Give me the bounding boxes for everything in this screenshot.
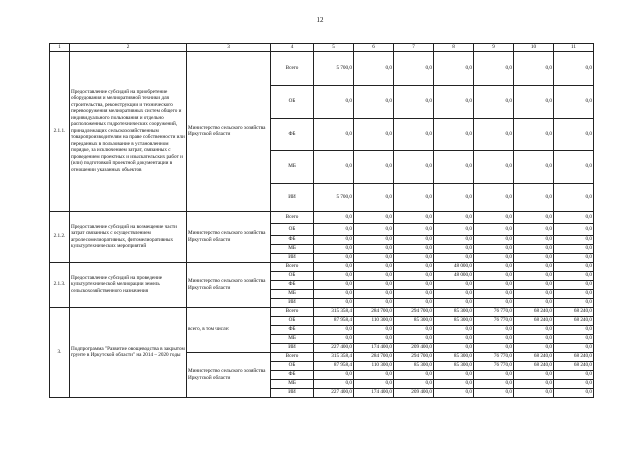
value-cell: 0,0 — [474, 334, 514, 343]
value-cell: 209 400,0 — [394, 343, 434, 352]
value-cell: 0,0 — [514, 289, 554, 298]
value-cell: 0,0 — [474, 388, 514, 397]
value-cell: 0,0 — [434, 343, 474, 352]
header-cell: 9 — [474, 44, 514, 52]
value-cell: 0,0 — [314, 223, 354, 235]
value-cell: 0,0 — [554, 150, 594, 183]
value-cell: 0,0 — [354, 271, 394, 280]
header-cell: 2 — [70, 44, 187, 52]
value-cell: 0,0 — [514, 244, 554, 253]
source-cell: ОБ — [271, 271, 314, 280]
value-cell: 0,0 — [554, 253, 594, 262]
value-cell: 76 770,0 — [474, 361, 514, 370]
value-cell: 0,0 — [474, 325, 514, 334]
source-cell: Всего — [271, 262, 314, 271]
value-cell: 0,0 — [514, 334, 554, 343]
source-cell: МБ — [271, 289, 314, 298]
value-cell: 0,0 — [314, 298, 354, 307]
value-cell: 0,0 — [514, 118, 554, 150]
value-cell: 0,0 — [394, 379, 434, 388]
value-cell: 0,0 — [314, 334, 354, 343]
value-cell: 0,0 — [354, 51, 394, 85]
value-cell: 110 300,0 — [354, 316, 394, 325]
source-cell: ФБ — [271, 235, 314, 244]
source-cell: ОБ — [271, 316, 314, 325]
value-cell: 0,0 — [314, 271, 354, 280]
value-cell: 85 300,0 — [434, 316, 474, 325]
value-cell: 0,0 — [394, 235, 434, 244]
value-cell: 0,0 — [474, 253, 514, 262]
value-cell: 0,0 — [354, 289, 394, 298]
value-cell: 68 240,0 — [514, 316, 554, 325]
value-cell: 0,0 — [394, 51, 434, 85]
executor-cell: Министерство сельского хозяйства Иркутской области — [187, 51, 271, 211]
value-cell: 0,0 — [474, 244, 514, 253]
value-cell: 0,0 — [474, 298, 514, 307]
value-cell: 0,0 — [314, 85, 354, 118]
source-cell: ОБ — [271, 223, 314, 235]
executor-cell: Министерство сельского хозяйства Иркутской области — [187, 352, 271, 397]
value-cell: 48 000,0 — [434, 262, 474, 271]
value-cell: 0,0 — [434, 253, 474, 262]
value-cell: 0,0 — [514, 253, 554, 262]
value-cell: 0,0 — [514, 388, 554, 397]
source-cell: ИИ — [271, 388, 314, 397]
value-cell: 0,0 — [314, 379, 354, 388]
value-cell: 0,0 — [554, 262, 594, 271]
source-cell: ФБ — [271, 118, 314, 150]
value-cell: 0,0 — [354, 211, 394, 223]
value-cell: 0,0 — [394, 253, 434, 262]
value-cell: 0,0 — [434, 379, 474, 388]
value-cell: 0,0 — [394, 289, 434, 298]
value-cell: 0,0 — [314, 118, 354, 150]
header-row — [50, 44, 594, 52]
value-cell: 0,0 — [434, 118, 474, 150]
value-cell: 0,0 — [354, 150, 394, 183]
value-cell: 0,0 — [514, 370, 554, 379]
value-cell: 0,0 — [354, 244, 394, 253]
executor-cell: всего, в том числе: — [187, 307, 271, 352]
source-cell: МБ — [271, 150, 314, 183]
item-code: 2.1.2. — [50, 211, 70, 262]
value-cell: 0,0 — [394, 118, 434, 150]
value-cell: 68 240,0 — [514, 361, 554, 370]
value-cell: 0,0 — [554, 235, 594, 244]
value-cell: 0,0 — [434, 334, 474, 343]
value-cell: 0,0 — [514, 280, 554, 289]
value-cell: 0,0 — [394, 262, 434, 271]
value-cell: 315 358,4 — [314, 352, 354, 361]
value-cell: 0,0 — [314, 262, 354, 271]
value-cell: 0,0 — [354, 325, 394, 334]
value-cell: 0,0 — [514, 298, 554, 307]
value-cell: 0,0 — [434, 325, 474, 334]
value-cell: 0,0 — [474, 223, 514, 235]
value-cell: 0,0 — [434, 388, 474, 397]
value-cell: 68 240,0 — [554, 307, 594, 316]
value-cell: 0,0 — [354, 235, 394, 244]
value-cell: 85 300,0 — [434, 307, 474, 316]
value-cell: 0,0 — [474, 51, 514, 85]
value-cell: 0,0 — [514, 271, 554, 280]
value-cell: 85 300,0 — [434, 361, 474, 370]
value-cell: 0,0 — [434, 370, 474, 379]
value-cell: 0,0 — [514, 343, 554, 352]
value-cell: 0,0 — [354, 118, 394, 150]
value-cell: 0,0 — [394, 370, 434, 379]
value-cell: 0,0 — [314, 289, 354, 298]
source-cell: ФБ — [271, 370, 314, 379]
value-cell: 85 300,0 — [394, 361, 434, 370]
source-cell: ОБ — [271, 361, 314, 370]
source-cell: МБ — [271, 244, 314, 253]
value-cell: 294 700,0 — [394, 307, 434, 316]
item-code: 2.1.3. — [50, 262, 70, 307]
source-cell: ФБ — [271, 280, 314, 289]
value-cell: 0,0 — [554, 334, 594, 343]
value-cell: 0,0 — [554, 298, 594, 307]
value-cell: 0,0 — [474, 370, 514, 379]
value-cell: 0,0 — [354, 262, 394, 271]
value-cell: 0,0 — [394, 325, 434, 334]
value-cell: 68 240,0 — [554, 352, 594, 361]
header-cell: 4 — [271, 44, 314, 52]
value-cell: 0,0 — [474, 343, 514, 352]
source-cell: ФБ — [271, 325, 314, 334]
executor-cell: Министерство сельского хозяйства Иркутской области — [187, 262, 271, 307]
header-cell: 7 — [394, 44, 434, 52]
source-cell: ИИ — [271, 183, 314, 211]
value-cell: 0,0 — [394, 280, 434, 289]
value-cell: 0,0 — [434, 150, 474, 183]
value-cell: 0,0 — [354, 334, 394, 343]
header-cell: 11 — [554, 44, 594, 52]
item-name: Предоставление субсидий на возмещение части затрат связанных с осуществлением агролесомелиоративных, фитомелиоративных культуртехнических мероприятий — [70, 211, 187, 262]
item-name: Предоставление субсидий на проведение культуртехнической мелиорации земель сельскохозяйственного назначения — [70, 262, 187, 307]
value-cell: 0,0 — [514, 183, 554, 211]
source-cell: Всего — [271, 51, 314, 85]
value-cell: 48 000,0 — [434, 271, 474, 280]
value-cell: 0,0 — [514, 85, 554, 118]
value-cell: 0,0 — [554, 118, 594, 150]
value-cell: 5 700,0 — [314, 183, 354, 211]
value-cell: 0,0 — [354, 298, 394, 307]
value-cell: 0,0 — [354, 379, 394, 388]
value-cell: 0,0 — [554, 271, 594, 280]
value-cell: 0,0 — [354, 85, 394, 118]
value-cell: 0,0 — [514, 235, 554, 244]
value-cell: 0,0 — [474, 289, 514, 298]
value-cell: 0,0 — [474, 262, 514, 271]
table-row — [50, 262, 594, 271]
value-cell: 0,0 — [474, 150, 514, 183]
value-cell: 0,0 — [314, 370, 354, 379]
value-cell: 0,0 — [554, 51, 594, 85]
value-cell: 0,0 — [554, 223, 594, 235]
value-cell: 0,0 — [434, 85, 474, 118]
value-cell: 315 358,4 — [314, 307, 354, 316]
value-cell: 0,0 — [474, 211, 514, 223]
table-row — [50, 307, 594, 316]
value-cell: 0,0 — [394, 183, 434, 211]
value-cell: 0,0 — [474, 235, 514, 244]
value-cell: 0,0 — [354, 183, 394, 211]
value-cell: 0,0 — [314, 211, 354, 223]
value-cell: 0,0 — [394, 298, 434, 307]
value-cell: 0,0 — [554, 388, 594, 397]
value-cell: 76 770,0 — [474, 352, 514, 361]
item-code: 2.1.1. — [50, 51, 70, 211]
value-cell: 0,0 — [434, 223, 474, 235]
value-cell: 0,0 — [394, 271, 434, 280]
value-cell: 85 300,0 — [394, 316, 434, 325]
page-number: 12 — [316, 16, 324, 24]
source-cell: ИИ — [271, 343, 314, 352]
value-cell: 0,0 — [314, 253, 354, 262]
value-cell: 68 240,0 — [554, 316, 594, 325]
value-cell: 0,0 — [354, 280, 394, 289]
source-cell: Всего — [271, 352, 314, 361]
value-cell: 0,0 — [514, 223, 554, 235]
value-cell: 0,0 — [314, 150, 354, 183]
value-cell: 0,0 — [514, 150, 554, 183]
executor-cell: Министерство сельского хозяйства Иркутской области — [187, 211, 271, 262]
source-cell: ИИ — [271, 253, 314, 262]
source-cell: ИИ — [271, 298, 314, 307]
value-cell: 0,0 — [354, 223, 394, 235]
value-cell: 0,0 — [394, 211, 434, 223]
value-cell: 87 958,4 — [314, 316, 354, 325]
value-cell: 227 400,0 — [314, 343, 354, 352]
value-cell: 85 300,0 — [434, 352, 474, 361]
value-cell: 0,0 — [474, 118, 514, 150]
item-code: 3. — [50, 307, 70, 397]
value-cell: 68 240,0 — [514, 307, 554, 316]
budget-table — [49, 43, 594, 398]
value-cell: 0,0 — [554, 289, 594, 298]
source-cell: МБ — [271, 379, 314, 388]
value-cell: 0,0 — [314, 325, 354, 334]
header-cell: 3 — [187, 44, 271, 52]
value-cell: 76 770,0 — [474, 307, 514, 316]
table-row — [50, 211, 594, 223]
value-cell: 174 400,0 — [354, 343, 394, 352]
item-name: Предоставление субсидий на приобретение оборудования и мелиоративной техники для строительства, реконструкции и технического перевооружения мелиоративных систем общего и индивидуального пользования и отдельно расположенных гидротехнических сооружений, принадлежащих сельскохозяйственным товаропроизводителям на праве собственности или переданных в пользование в установленном порядке, за исключением затрат, связанных с проведением проектных и изыскательских работ и (или) подготовкой проектной документации в отношении указанных объектов — [70, 51, 187, 211]
value-cell: 0,0 — [554, 183, 594, 211]
value-cell: 0,0 — [514, 211, 554, 223]
table-row — [50, 51, 594, 85]
value-cell: 0,0 — [554, 379, 594, 388]
value-cell: 284 700,0 — [354, 307, 394, 316]
value-cell: 0,0 — [354, 253, 394, 262]
value-cell: 0,0 — [354, 370, 394, 379]
source-cell: Всего — [271, 307, 314, 316]
value-cell: 0,0 — [434, 51, 474, 85]
source-cell: МБ — [271, 334, 314, 343]
value-cell: 0,0 — [434, 298, 474, 307]
value-cell: 0,0 — [514, 325, 554, 334]
header-cell: 10 — [514, 44, 554, 52]
value-cell: 0,0 — [434, 289, 474, 298]
value-cell: 0,0 — [474, 85, 514, 118]
header-cell: 5 — [314, 44, 354, 52]
value-cell: 0,0 — [554, 343, 594, 352]
value-cell: 76 770,0 — [474, 316, 514, 325]
value-cell: 0,0 — [394, 150, 434, 183]
source-cell: Всего — [271, 211, 314, 223]
header-cell: 8 — [434, 44, 474, 52]
value-cell: 209 400,0 — [394, 388, 434, 397]
value-cell: 284 700,0 — [354, 352, 394, 361]
value-cell: 0,0 — [554, 244, 594, 253]
value-cell: 68 240,0 — [514, 352, 554, 361]
value-cell: 174 400,0 — [354, 388, 394, 397]
value-cell: 0,0 — [514, 262, 554, 271]
value-cell: 0,0 — [554, 325, 594, 334]
value-cell: 68 240,0 — [554, 361, 594, 370]
value-cell: 0,0 — [434, 211, 474, 223]
value-cell: 0,0 — [434, 235, 474, 244]
value-cell: 0,0 — [554, 211, 594, 223]
source-cell: ОБ — [271, 85, 314, 118]
value-cell: 0,0 — [554, 85, 594, 118]
value-cell: 0,0 — [394, 85, 434, 118]
value-cell: 0,0 — [394, 244, 434, 253]
value-cell: 0,0 — [474, 280, 514, 289]
value-cell: 0,0 — [514, 379, 554, 388]
value-cell: 227 400,0 — [314, 388, 354, 397]
value-cell: 0,0 — [314, 244, 354, 253]
value-cell: 0,0 — [434, 183, 474, 211]
value-cell: 0,0 — [474, 271, 514, 280]
value-cell: 0,0 — [314, 235, 354, 244]
value-cell: 0,0 — [474, 183, 514, 211]
header-cell: 1 — [50, 44, 70, 52]
value-cell: 0,0 — [314, 280, 354, 289]
header-cell: 6 — [354, 44, 394, 52]
value-cell: 110 300,0 — [354, 361, 394, 370]
value-cell: 0,0 — [474, 379, 514, 388]
item-name: Подпрограмма "Развитие овощеводства в закрытом грунте в Иркутской области" на 2014 – 2020 годы — [70, 307, 187, 397]
value-cell: 87 958,4 — [314, 361, 354, 370]
value-cell: 0,0 — [554, 280, 594, 289]
value-cell: 0,0 — [514, 51, 554, 85]
value-cell: 0,0 — [434, 280, 474, 289]
value-cell: 0,0 — [394, 334, 434, 343]
value-cell: 5 700,0 — [314, 51, 354, 85]
value-cell: 0,0 — [434, 244, 474, 253]
value-cell: 294 700,0 — [394, 352, 434, 361]
value-cell: 0,0 — [554, 370, 594, 379]
value-cell: 0,0 — [394, 223, 434, 235]
